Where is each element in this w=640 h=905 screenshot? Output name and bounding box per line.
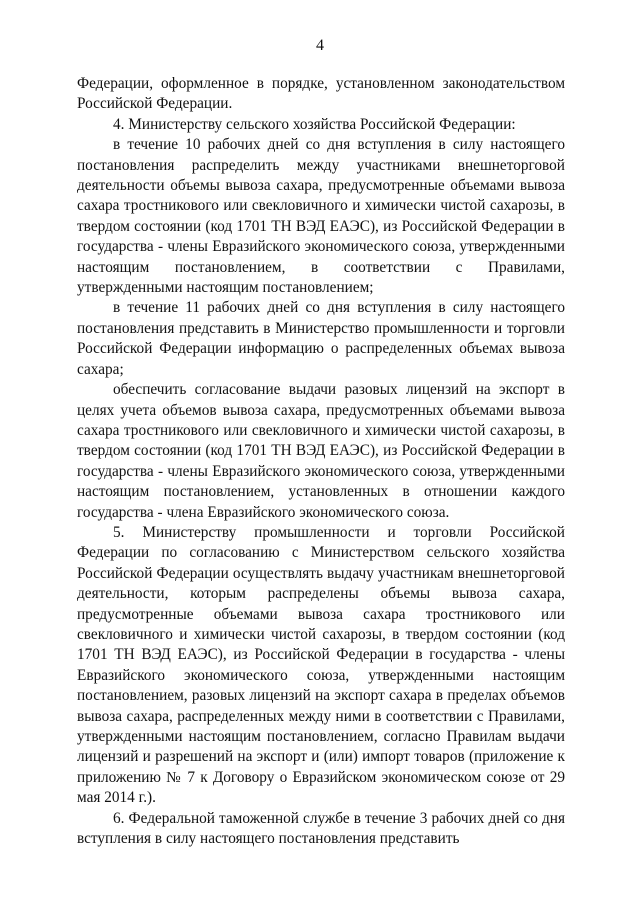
paragraph-continuation: Федерации, оформленное в порядке, установленном законодательством Российской Федерации.: [77, 75, 565, 113]
paragraph-item-4-distribute: в течение 10 рабочих дней со дня вступления в силу настоящего постановления распределить между участниками внешнеторговой деятельности объемы вывоза сахара, предусмотренные объемами вывоза сахара тростникового или свекловичного и химически чистой сахарозы, в твердом состоянии (код 1701 ТН ВЭД ЕАЭС), из Российской Федерации в государства - члены Евразийского экономического союза, утвержденными настоящим постановлением, в соответствии с Правилами, утвержденными настоящим постановлением;: [77, 136, 565, 297]
paragraph-item-6: 6. Федеральной таможенной службе в течение 3 рабочих дней со дня вступления в силу настоящего постановления представить: [77, 809, 565, 848]
paragraph-item-4-report: в течение 11 рабочих дней со дня вступления в силу настоящего постановления представить в Министерство промышленности и торговли Российской Федерации информацию о распределенных объемах вывоза сахара;: [77, 299, 565, 378]
paragraph-item-5: 5. Министерству промышленности и торговли Российской Федерации по согласованию с Министерством сельского хозяйства Российской Федерации осуществлять выдачу участникам внешнеторговой деятельности, которым распределены объемы вывоза сахара, предусмотренные объемами вывоза сахара тростникового или свекловичного и химически чистой сахарозы, в твердом состоянии (код 1701 ТН ВЭД ЕАЭС), из Российской Федерации в государства - члены Евразийского экономического союза, утвержденными настоящим постановлением, разовых лицензий на экспорт сахара в пределах объемов вывоза сахара, распределенных между ними в соответствии с Правилами, утвержденными настоящим постановлением, согласно Правилам выдачи лицензий и разрешений на экспорт и (или) импорт товаров (приложение к приложению № 7 к Договору о Евразийском экономическом союзе от 29 мая 2014 г.).: [77, 523, 565, 807]
document-body: [77, 74, 565, 849]
paragraph-item-4-heading: 4. Министерству сельского хозяйства Российской Федерации:: [113, 115, 516, 133]
page-number: 4: [316, 37, 324, 54]
paragraph-item-4-approve: обеспечить согласование выдачи разовых лицензий на экспорт в целях учета объемов вывоза сахара, предусмотренных объемами вывоза сахара тростникового или свекловичного и химически чистой сахарозы, в твердом состоянии (код 1701 ТН ВЭД ЕАЭС), из Российской Федерации в государства - члены Евразийского экономического союза, утвержденными настоящим постановлением, установленных в отношении каждого государства - члена Евразийского экономического союза.: [77, 381, 565, 521]
